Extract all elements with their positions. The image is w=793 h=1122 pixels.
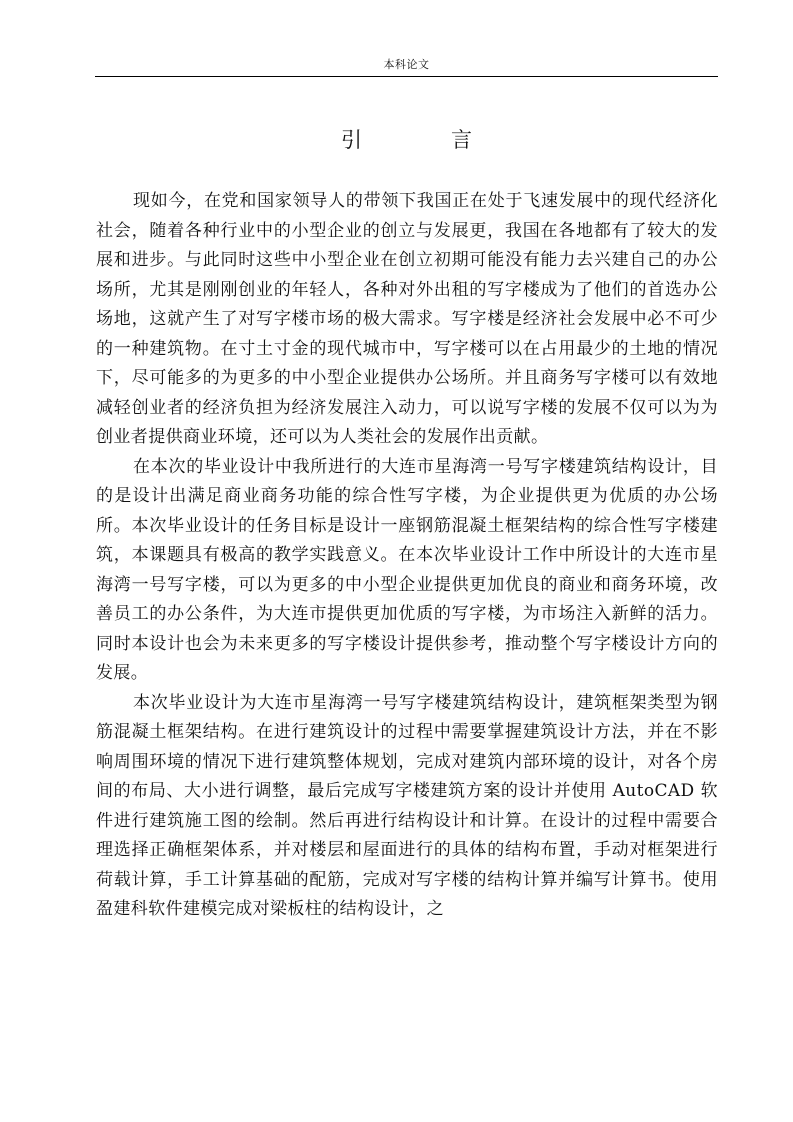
- header-divider: [95, 76, 718, 77]
- section-title: 引 言: [341, 128, 506, 152]
- paragraph: 现如今，在党和国家领导人的带领下我国正在处于飞速发展中的现代经济化社会，随着各种行业中的小型企业的创立与发展更，我国在各地都有了较大的发展和进步。与此同时这些中小型企业在创立初期可能没有能力去兴建自己的办公场所，尤其是刚刚创业的年轻人，各种对外出租的写字楼成为了他们的首选办公场地，这就产生了对写字楼市场的极大需求。写字楼是经济社会发展中必不可少的一种建筑物。在寸土寸金的现代城市中，写字楼可以在占用最少的土地的情况下，尽可能多的为更多的中小型企业提供办公场所。并且商务写字楼可以有效地减轻创业者的经济负担为经济发展注入动力，可以说写字楼的发展不仅可以为为创业者提供商业环境，还可以为人类社会的发展作出贡献。: [96, 191, 718, 447]
- paragraph: 在本次的毕业设计中我所进行的大连市星海湾一号写字楼建筑结构设计，目的是设计出满足商业商务功能的综合性写字楼，为企业提供更为优质的办公场所。本次毕业设计的任务目标是设计一座钢筋混凝土框架结构的综合性写字楼建筑，本课题具有极高的教学实践意义。在本次毕业设计工作中所设计的大连市星海湾一号写字楼，可以为更多的中小型企业提供更加优良的商业和商务环境，改善员工的办公条件，为大连市提供更加优质的写字楼，为市场注入新鲜的活力。同时本设计也会为未来更多的写字楼设计提供参考，推动整个写字楼设计方向的发展。: [96, 456, 718, 683]
- page-header: 本科论文: [383, 58, 430, 71]
- body-text: [96, 187, 718, 925]
- paragraph: 本次毕业设计为大连市星海湾一号写字楼建筑结构设计，建筑框架类型为钢筋混凝土框架结构。在进行建筑设计的过程中需要掌握建筑设计方法，并在不影响周围环境的情况下进行建筑整体规划，完成对建筑内部环境的设计，对各个房间的布局、大小进行调整，最后完成写字楼建筑方案的设计并使用 AutoCAD 软件进行建筑施工图的绘制。然后再进行结构设计和计算。在设计的过程中需要合理选择正确框架体系，并对楼层和屋面进行的具体的结构布置，手动对框架进行荷载计算，手工计算基础的配筋，完成对写字楼的结构计算并编写计算书。使用盈建科软件建模完成对梁板柱的结构设计，之: [96, 692, 718, 919]
